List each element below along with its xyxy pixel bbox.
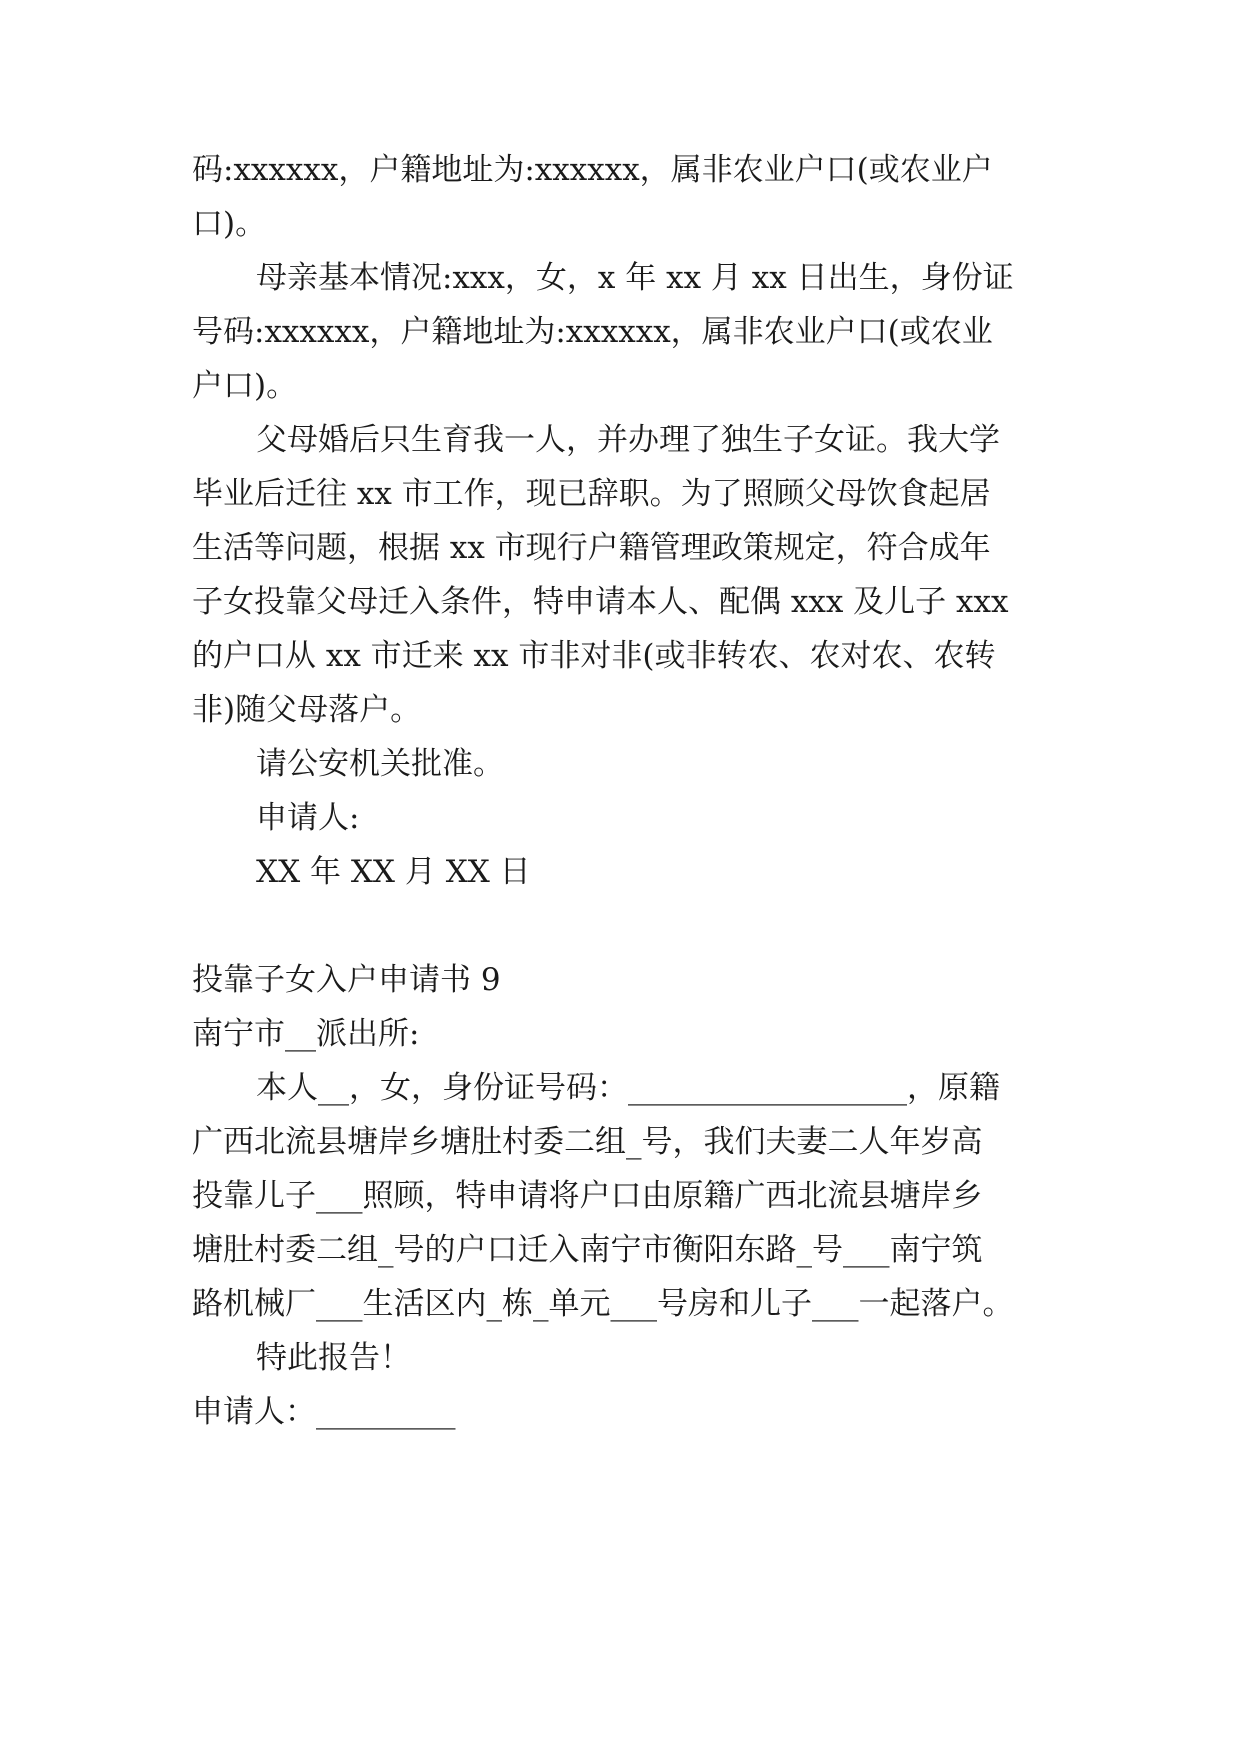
section-title: 投靠子女入户申请书 9 [192, 962, 501, 998]
addressee-line: 南宁市__派出所: [192, 1016, 420, 1052]
father-info-line-1: 码:xxxxxx，户籍地址为:xxxxxx，属非农业户口(或农业户 [192, 152, 993, 188]
reason-line-4: 子女投靠父母迁入条件，特申请本人、配偶 xxx 及儿子 xxx [192, 584, 1009, 620]
applicant-line-1: 申请人: [256, 800, 360, 836]
date-line: XX 年 XX 月 XX 日 [256, 854, 531, 890]
body-line-2: 广西北流县塘岸乡塘肚村委二组_号，我们夫妻二人年岁高 [192, 1124, 983, 1160]
body-line-3: 投靠儿子___照顾，特申请将户口由原籍广西北流县塘岸乡 [192, 1178, 983, 1214]
mother-info-line-1: 母亲基本情况:xxx，女，x 年 xx 月 xx 日出生，身份证 [256, 260, 1014, 296]
reason-line-3: 生活等问题，根据 xx 市现行户籍管理政策规定，符合成年 [192, 530, 991, 566]
mother-info-line-3: 户口)。 [192, 368, 298, 404]
reason-line-2: 毕业后迁往 xx 市工作，现已辞职。为了照顾父母饮食起居 [192, 476, 991, 512]
request-line: 请公安机关批准。 [256, 746, 504, 782]
closing-line: 特此报告！ [256, 1340, 411, 1376]
reason-line-6: 非)随父母落户。 [192, 692, 422, 728]
applicant-line-2: 申请人：_________ [192, 1394, 456, 1430]
body-line-4: 塘肚村委二组_号的户口迁入南宁市衡阳东路_号___南宁筑 [192, 1232, 983, 1268]
body-line-5: 路机械厂___生活区内_栋_单元___号房和儿子___一起落户。 [192, 1286, 1014, 1322]
reason-line-5: 的户口从 xx 市迁来 xx 市非对非(或非转农、农对农、农转 [192, 638, 996, 674]
reason-line-1: 父母婚后只生育我一人，并办理了独生子女证。我大学 [256, 422, 1000, 458]
mother-info-line-2: 号码:xxxxxx，户籍地址为:xxxxxx，属非农业户口(或农业 [192, 314, 993, 350]
father-info-line-2: 口)。 [192, 206, 267, 242]
body-line-1: 本人__，女，身份证号码：__________________，原籍 [256, 1070, 1000, 1106]
